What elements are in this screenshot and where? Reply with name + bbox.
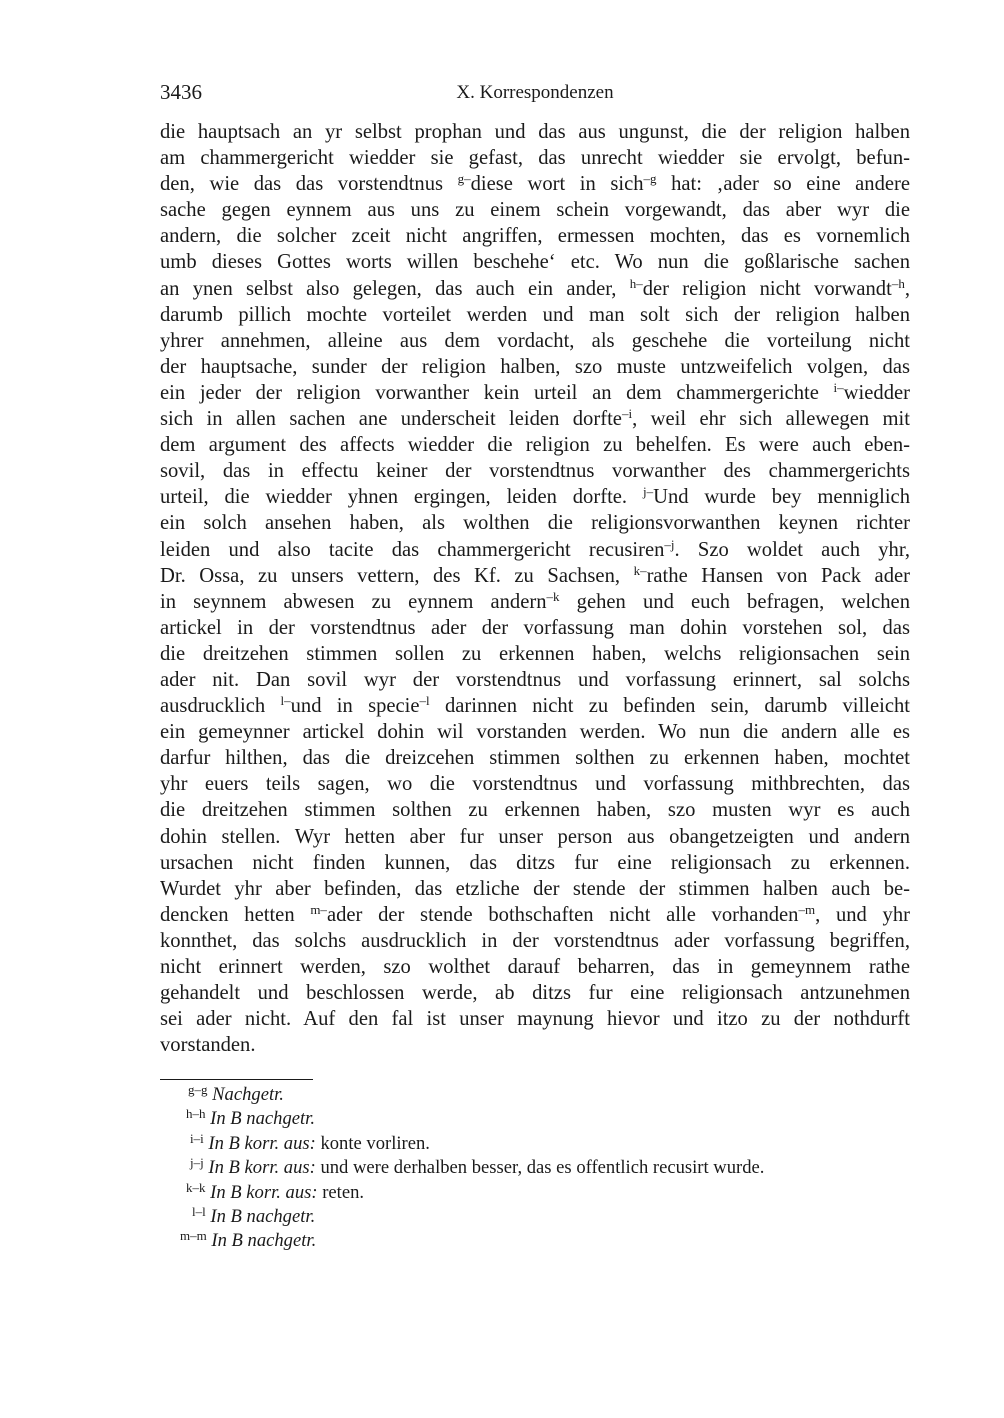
footnote-marker: l– [280, 693, 291, 709]
footnote-reading: und were derhalben besser, das es offentlich recusirt wurde. [315, 1157, 765, 1179]
text-line: ursachen nicht finden kunnen, das ditzs fur eine religionsach zu erkennen. [160, 851, 910, 874]
footnote-label: g–g [188, 1082, 208, 1097]
footnote-rule [160, 1079, 313, 1080]
text-line: sich in allen sachen ane underscheit leiden dorfte$^{-i}$, weil ehr sich allewegen mit [160, 406, 910, 431]
footnote-marker: –l [419, 693, 430, 709]
footnote-marker: –m [798, 901, 816, 917]
footnote-apparatus: In B nachgetr. [210, 1205, 316, 1227]
footnote-apparatus: In B nachgetr. [211, 1230, 317, 1252]
text-line: dem argument des affects wiedder die religion zu behelfen. Es were auch eben- [160, 434, 910, 457]
text-line: an ynen selbst also gelegen, das auch ein ander, $^{h-}$der religion nicht vorwandt$^{-h}$, [160, 275, 910, 300]
text-line: Dr. Ossa, zu unsers vettern, des Kf. zu Sachsen, $^{k-}$rathe Hansen von Pack ader [160, 562, 910, 587]
footnote-apparatus: In B korr. aus: [210, 1181, 318, 1203]
text-line: umb dieses Gottes worts willen beschehe‘ etc. Wo nun die goßlarische sachen [160, 251, 910, 274]
running-head: X. Korrespondenzen [456, 82, 614, 103]
footnote [160, 1205, 910, 1229]
text-line: yhrer annehmen, alleine aus dem vordacht, als geschehe die vorteilung nicht [160, 329, 910, 352]
text-line: urteil, die wiedder yhnen ergingen, leiden dorfte. $^{j-}$Und wurde bey menniglich [160, 484, 910, 509]
page-number: 3436 [160, 80, 202, 104]
footnote-marker: g– [457, 171, 471, 187]
text-line: die dreitzehen stimmen solthen zu erkennen haben, szo musten wyr es auch [160, 799, 910, 822]
footnote-apparatus: In B korr. aus: [208, 1157, 316, 1179]
text-line: in seynnem abwesen zu eynnem andern$^{-k}$ gehen und euch befragen, welchen [160, 588, 910, 613]
text-line: die dreitzehen stimmen sollen zu erkennen haben, welchs religionsachen sein [160, 642, 910, 665]
text-line: nicht erinnert werden, szo wolthet darauf beharren, das in gemeynnem rathe [160, 956, 910, 978]
footnote-marker: j– [642, 484, 654, 500]
footnote-marker: –h [891, 275, 905, 291]
footnote-reading: reten. [317, 1181, 365, 1203]
footnote-apparatus: In B nachgetr. [210, 1108, 315, 1130]
footnote-label: m–m [180, 1228, 207, 1244]
text-line: dohin stellen. Wyr hetten aber fur unser person aus obangetzeigten und andern [160, 825, 910, 848]
text-line: vorstanden. [160, 1034, 256, 1057]
text-line: andern, die solcher zceit nicht angriffen, ermessen mochten, das es vornemlich [160, 225, 910, 248]
page-header [160, 80, 910, 106]
text-line: die hauptsach an yr selbst prophan und das aus ungunst, die der religion halben [160, 121, 910, 143]
footnote [160, 1132, 910, 1156]
text-line: leiden und also tacite das chammergericht recusiren$^{-j}$. Szo woldet auch yhr, [160, 536, 910, 561]
text-line: am chammergericht wiedder sie gefast, das unrecht wiedder sie ervolgt, befun- [160, 147, 910, 170]
text-line: ein solch ansehen haben, als wolthen die religionsvorwanthen keynen richter [160, 512, 910, 535]
footnote [160, 1107, 910, 1131]
text-line: ein gemeynner artickel dohin wil vorstanden werden. Wo nun die andern alle es [160, 721, 910, 744]
text-line: sache gegen eynnem aus uns zu einem schein vorgewandt, das aber wyr die [160, 199, 910, 222]
text-line: konnthet, das solchs ausdrucklich in der vorstendtnus ader vorfassung begriffen, [160, 929, 910, 952]
footnote-label: l–l [192, 1203, 206, 1219]
footnote-reading: konte vorliren. [315, 1132, 430, 1154]
footnote-label: j–j [190, 1155, 204, 1171]
footnote-marker: –k [546, 588, 560, 604]
footnote-marker: k– [633, 562, 647, 578]
footnote-marker: m– [310, 901, 327, 917]
text-line: ader nit. Dan sovil wyr der vorstendtnus und vorfassung erinnert, sal solchs [160, 668, 910, 691]
footnote-marker: i– [833, 379, 844, 395]
footnotes [160, 1083, 910, 1254]
footnote-marker: –i [621, 406, 633, 422]
text-line: ausdrucklich $^{l-}$und in specie$^{-l}$ darinnen nicht zu befinden sein, darumb villeicht [160, 693, 910, 718]
footnote [160, 1181, 910, 1205]
text-line: dencken hetten $^{m-}$ader der stende bothschaften nicht alle vorhanden$^{-m}$, und yhr [160, 901, 910, 926]
footnote [160, 1083, 910, 1107]
body-text [160, 119, 910, 1058]
text-line: yhr euers teils sagen, wo die vorstendtnus und vorfassung mithbrechten, das [160, 773, 910, 796]
text-line: Wurdet yhr aber befinden, das etzliche der stende der stimmen halben auch be- [160, 877, 910, 900]
footnote-label: h–h [186, 1106, 206, 1122]
footnote [160, 1156, 910, 1180]
text-line: sovil, das in effectu keiner der vorstendtnus vorwanther des chammergerichts [160, 460, 910, 483]
footnote-marker: –g [643, 171, 657, 187]
text-line: darfur hilthen, das die dreizcehen stimmen solthen zu erkennen haben, mochtet [160, 747, 910, 770]
text-line: sei ader nicht. Auf den fal ist unser maynung hievor und itzo zu der nothdurft [160, 1008, 910, 1031]
footnote [160, 1229, 910, 1253]
text-line: darumb pillich mochte vorteilet werden und man solt sich der religion halben [160, 303, 910, 326]
footnote-marker: –j [664, 536, 675, 552]
footnote-apparatus: Nachgetr. [212, 1084, 284, 1105]
text-line: der hauptsache, sunder der religion halben, szo muste untzweifelich volgen, das [160, 355, 910, 378]
text-line: artickel in der vorstendtnus ader der vorfassung man dohin vorstehen sol, das [160, 616, 910, 639]
footnote-apparatus: In B korr. aus: [208, 1132, 316, 1154]
text-line: ein jeder der religion vorwanther kein urteil an dem chammergerichte $^{i-}$wiedder [160, 379, 910, 404]
text-line: den, wie das das vorstendtnus $^{g-}$diese wort in sich$^{-g}$ hat: ‚ader so eine andere [160, 171, 911, 196]
footnote-label: i–i [190, 1130, 204, 1146]
text-line: gehandelt und beschlossen werde, ab ditzs fur eine religionsach antzunehmen [160, 982, 910, 1005]
footnote-label: k–k [186, 1179, 206, 1195]
footnote-marker: h– [629, 275, 643, 291]
